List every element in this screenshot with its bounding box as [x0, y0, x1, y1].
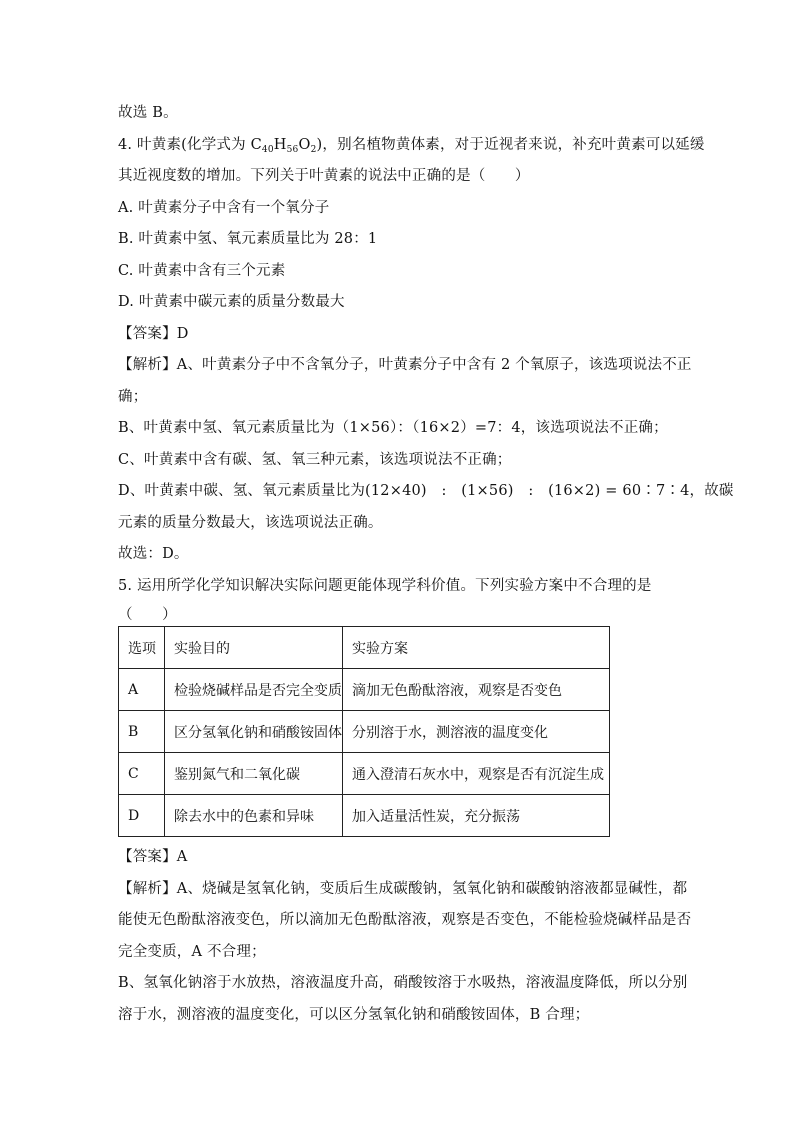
analysis-text: D、叶黄素中碳、氢、氧元素质量比为(12×40) : (1×56) : (16×2) = 60∶7∶4，故碳	[118, 483, 734, 499]
table-cell: B	[119, 711, 165, 753]
text-segment: 4. 叶黄素(化学式为 C	[118, 137, 262, 153]
table-row	[119, 795, 610, 837]
option-a: A. 叶黄素分子中含有一个氧分子	[118, 200, 330, 216]
table-row	[119, 669, 610, 711]
analysis-text: 元素的质量分数最大，该选项说法正确。	[118, 515, 383, 531]
analysis-text: 【解析】A、烧碱是氢氧化钠，变质后生成碳酸钠，氢氧化钠和碳酸钠溶液都显碱性，都	[118, 881, 688, 897]
table-cell: 检验烧碱样品是否完全变质	[165, 669, 343, 711]
table-row	[119, 753, 610, 795]
table-cell: 分别溶于水，测溶液的温度变化	[343, 711, 610, 753]
text-segment: H	[273, 137, 287, 153]
analysis-text: C、叶黄素中含有碳、氢、氧三种元素，该选项说法不正确；	[118, 452, 512, 468]
answer-label: 【答案】D	[118, 326, 189, 342]
analysis-text: 完全变质，A 不合理；	[118, 944, 266, 960]
experiment-table	[118, 626, 610, 837]
question-5-stem: 5. 运用所学化学知识解决实际问题更能体现学科价值。下列实验方案中不合理的是	[118, 578, 652, 594]
analysis-text: 确；	[118, 389, 148, 405]
subscript: 2	[310, 145, 317, 155]
analysis-text: 能使无色酚酞溶液变色，所以滴加无色酚酞溶液，观察是否变色，不能检验烧碱样品是否	[118, 912, 692, 928]
table-cell: 鉴别氮气和二氧化碳	[165, 753, 343, 795]
text-line: 故选 B。	[118, 105, 178, 121]
table-row	[119, 711, 610, 753]
text-line: 故选：D。	[118, 546, 189, 562]
table-cell: C	[119, 753, 165, 795]
table-cell: D	[119, 795, 165, 837]
subscript: 40	[261, 145, 274, 155]
answer-blank: （ ）	[118, 607, 177, 623]
answer-label: 【答案】A	[118, 849, 188, 865]
option-c: C. 叶黄素中含有三个元素	[118, 263, 286, 279]
table-cell: 通入澄清石灰水中，观察是否有沉淀生成	[343, 753, 610, 795]
table-header-cell: 实验方案	[343, 627, 610, 669]
table-cell: A	[119, 669, 165, 711]
table-cell: 加入适量活性炭，充分振荡	[343, 795, 610, 837]
table-cell: 区分氢氧化钠和硝酸铵固体	[165, 711, 343, 753]
analysis-text: B、氢氧化钠溶于水放热，溶液温度升高，硝酸铵溶于水吸热，溶液温度降低，所以分别	[118, 975, 688, 991]
subscript: 56	[286, 145, 299, 155]
table-cell: 除去水中的色素和异味	[165, 795, 343, 837]
text-line: 其近视度数的增加。下列关于叶黄素的说法中正确的是（ ）	[118, 168, 530, 184]
table-header-cell: 实验目的	[165, 627, 343, 669]
analysis-text: B、叶黄素中氢、氧元素质量比为（1×56）：（16×2）=7：4，该选项说法不正确；	[118, 420, 668, 436]
option-d: D. 叶黄素中碳元素的质量分数最大	[118, 294, 345, 310]
table-header-cell: 选项	[119, 627, 165, 669]
text-segment: O	[298, 137, 311, 153]
option-b: B. 叶黄素中氢、氧元素质量比为 28：1	[118, 231, 378, 247]
table-cell: 滴加无色酚酞溶液，观察是否变色	[343, 669, 610, 711]
analysis-text: 溶于水，测溶液的温度变化，可以区分氢氧化钠和硝酸铵固体，B 合理；	[118, 1007, 590, 1023]
table-header-row	[119, 627, 610, 669]
text-segment: )，别名植物黄体素，对于近视者来说，补充叶黄素可以延缓	[316, 137, 705, 153]
question-4-stem	[118, 133, 705, 155]
analysis-text: 【解析】A、叶黄素分子中不含氧分子，叶黄素分子中含有 2 个氧原子，该选项说法不正	[118, 357, 692, 373]
